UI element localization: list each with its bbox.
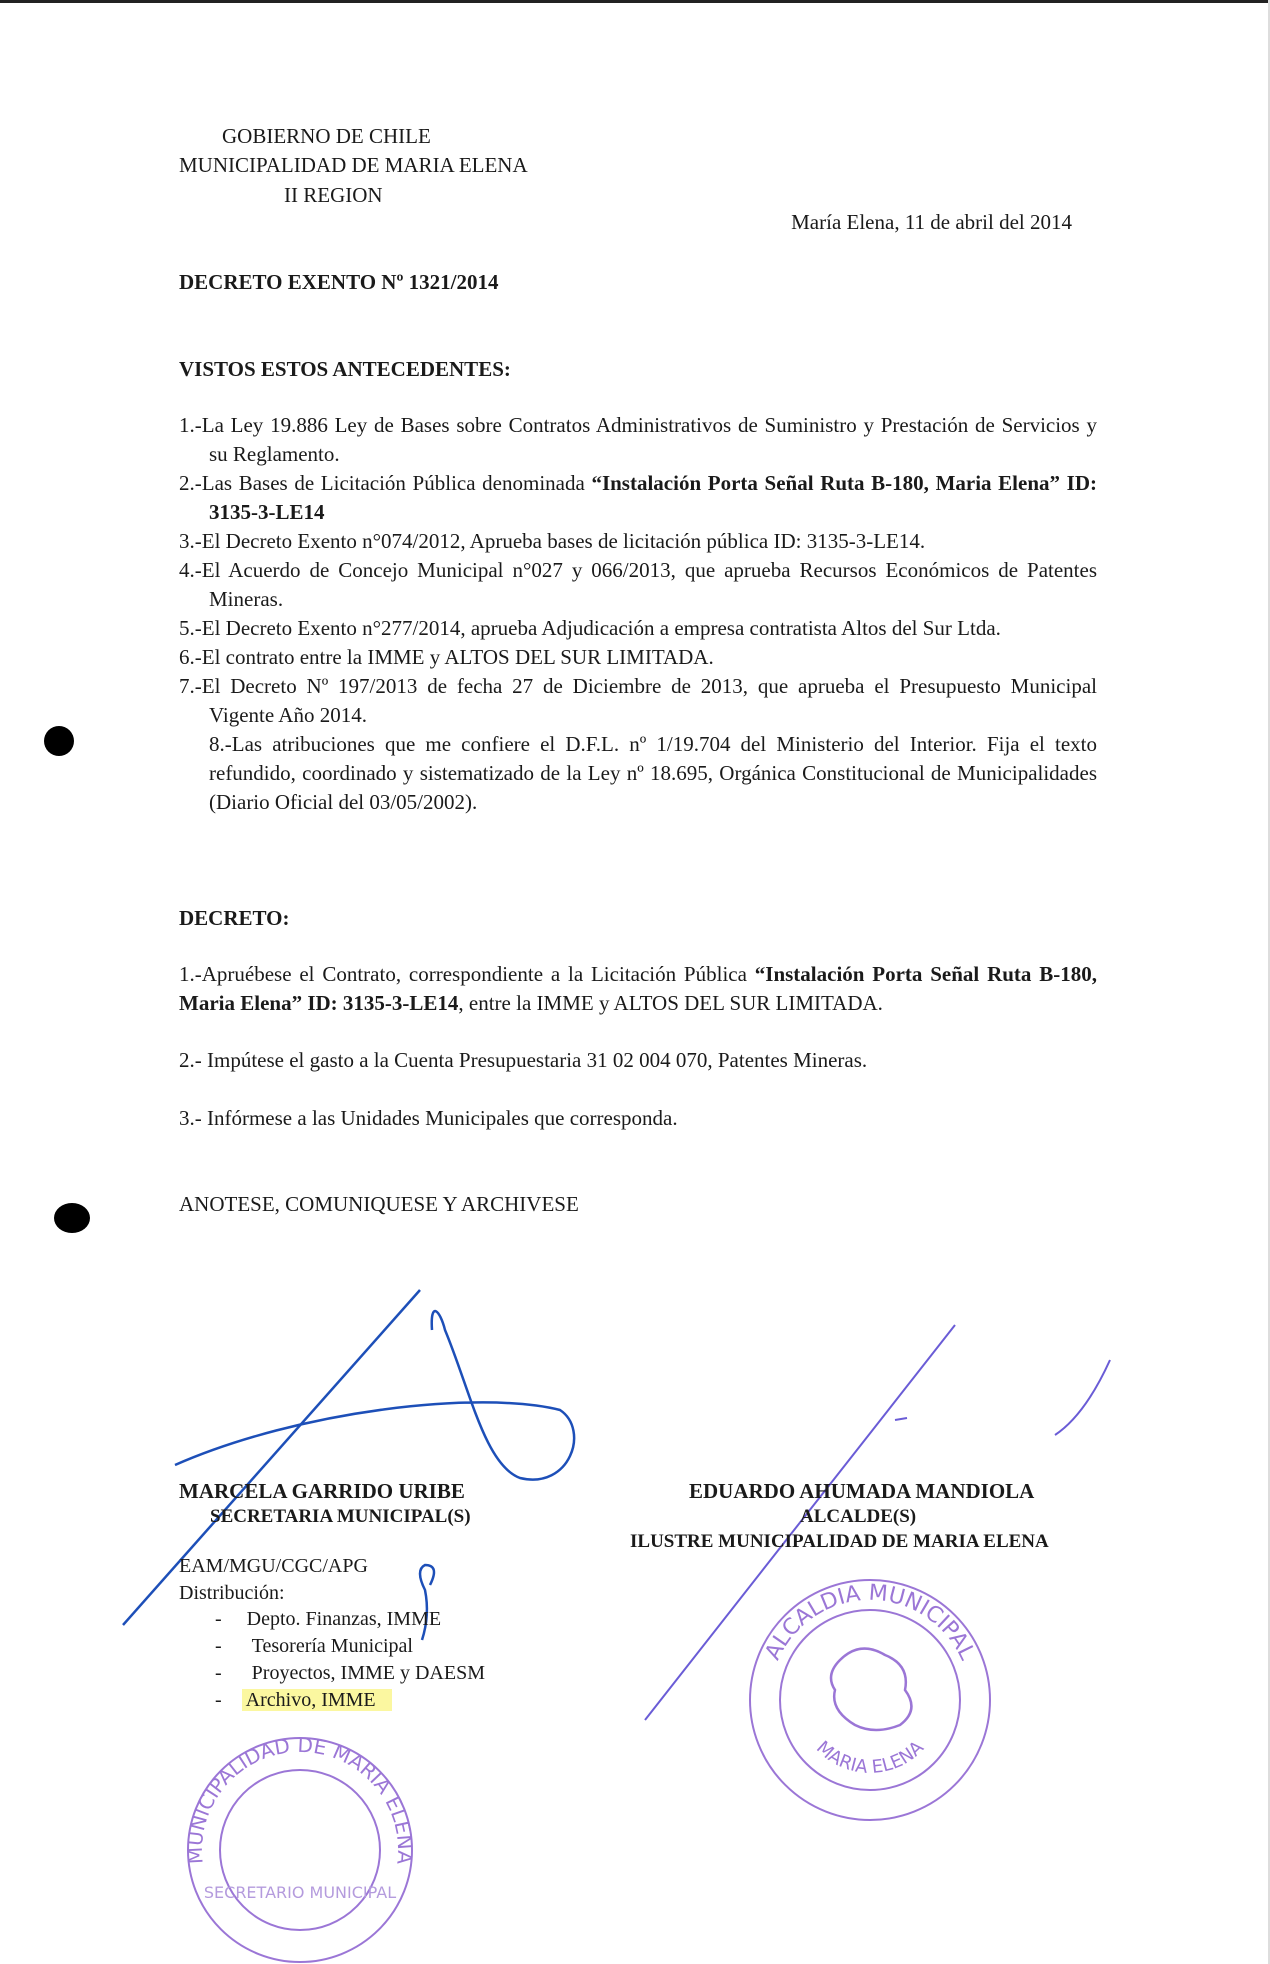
header-line2: MUNICIPALIDAD DE MARIA ELENA (179, 153, 528, 177)
stamp-left-text: MUNICIPALIDAD DE MARIA ELENA (182, 1732, 418, 1866)
signatory-right-org: ILUSTRE MUNICIPALIDAD DE MARIA ELENA (630, 1531, 1049, 1552)
punch-hole-mark (44, 726, 74, 756)
decreto-item-2: 2.- Impútese el gasto a la Cuenta Presupuestaria 31 02 004 070, Patentes Mineras. (179, 1048, 868, 1072)
visto-item-8: 8.-Las atribuciones que me confiere el D.F.L. nº 1/19.704 del Ministerio del Interior. Fija el texto refundido, coordinado y sistematizado de la Ley nº 18.695, Orgánica Constitucional de Municipalidades (Diario Oficial del 03/05/2002). (209, 732, 1097, 814)
distribution-item-text: Tesorería Municipal (251, 1635, 413, 1657)
stamp-left-inner: SECRETARIO MUNICIPAL (203, 1883, 397, 1902)
visto-item-1: 1.-La Ley 19.886 Ley de Bases sobre Contratos Administrativos de Suministro y Prestación de Servicios y su Reglamento. (179, 413, 1097, 466)
visto-item-7: 7.-El Decreto Nº 197/2013 de fecha 27 de Diciembre de 2013, que aprueba el Presupuesto Municipal Vigente Año 2014. (179, 674, 1097, 727)
distribution-item-highlighted: Archivo, IMME (242, 1689, 392, 1711)
document-date: María Elena, 11 de abril del 2014 (791, 210, 1072, 234)
visto-item-2-text: 2.-Las Bases de Licitación Pública denominada (179, 471, 592, 495)
distribution-label: Distribución: (179, 1582, 285, 1604)
distribution-item: - Depto. Finanzas, IMME (215, 1608, 442, 1630)
punch-hole-mark (54, 1203, 90, 1233)
vistos-heading: VISTOS ESTOS ANTECEDENTES: (179, 357, 511, 381)
signatory-left-name: MARCELA GARRIDO URIBE (179, 1479, 465, 1503)
decreto-item-1-bold: “Instalación Porta Señal Ruta B-180, Maria Elena” ID: 3135-3-LE14 (179, 962, 1098, 1015)
decreto-item-1-text: 1.-Apruébese el Contrato, correspondiente a la Licitación Pública (179, 962, 755, 986)
stamp-left (183, 1733, 418, 1962)
svg-text:MUNICIPALIDAD DE MARIA ELENA (183, 1733, 418, 1866)
closing-formula: ANOTESE, COMUNIQUESE Y ARCHIVESE (179, 1192, 579, 1216)
stamp-right-text: ALCALDIA MUNICIPAL (760, 1580, 980, 1664)
stamp-right (750, 1580, 990, 1820)
visto-item-4: 4.-El Acuerdo de Concejo Municipal n°027 y 066/2013, que aprueba Recursos Económicos de Patentes Mineras. (179, 558, 1097, 611)
visto-item-2-bold: “Instalación Porta Señal Ruta B-180, Maria Elena” ID: 3135-3-LE14 (209, 471, 1097, 524)
distribution-item: - Archivo, IMME (215, 1689, 392, 1712)
decreto-item-3: 3.- Infórmese a las Unidades Municipales que corresponda. (179, 1106, 678, 1130)
visto-item-3: 3.-El Decreto Exento n°074/2012, Aprueba bases de licitación pública ID: 3135-3-LE14. (179, 529, 926, 553)
distribution-item: - Tesorería Municipal (215, 1635, 413, 1657)
signatory-right-name: EDUARDO AHUMADA MANDIOLA (689, 1479, 1035, 1503)
signatory-right-role: ALCALDE(S) (800, 1506, 917, 1527)
distribution-item-text: Depto. Finanzas, IMME (246, 1608, 442, 1630)
decreto-heading: DECRETO: (179, 906, 290, 930)
decreto-item-1-suffix: , entre la IMME y ALTOS DEL SUR LIMITADA. (458, 991, 883, 1015)
initials: EAM/MGU/CGC/APG (179, 1555, 368, 1577)
distribution-item: - Proyectos, IMME y DAESM (215, 1662, 486, 1684)
visto-item-5: 5.-El Decreto Exento n°277/2014, aprueba Adjudicación a empresa contratista Altos del Sur Ltda. (179, 616, 1001, 640)
distribution-item-text: Proyectos, IMME y DAESM (251, 1662, 486, 1684)
header-line1: GOBIERNO DE CHILE (222, 124, 431, 148)
stamp-right-bottom: MARIA ELENA (812, 1736, 928, 1778)
decree-title: DECRETO EXENTO Nº 1321/2014 (179, 270, 499, 294)
visto-item-6: 6.-El contrato entre la IMME y ALTOS DEL SUR LIMITADA. (179, 645, 714, 669)
svg-text:MARIA ELENA (812, 1737, 928, 1778)
header-line3: II REGION (284, 183, 383, 207)
signatory-left-role: SECRETARIA MUNICIPAL(S) (210, 1506, 471, 1527)
